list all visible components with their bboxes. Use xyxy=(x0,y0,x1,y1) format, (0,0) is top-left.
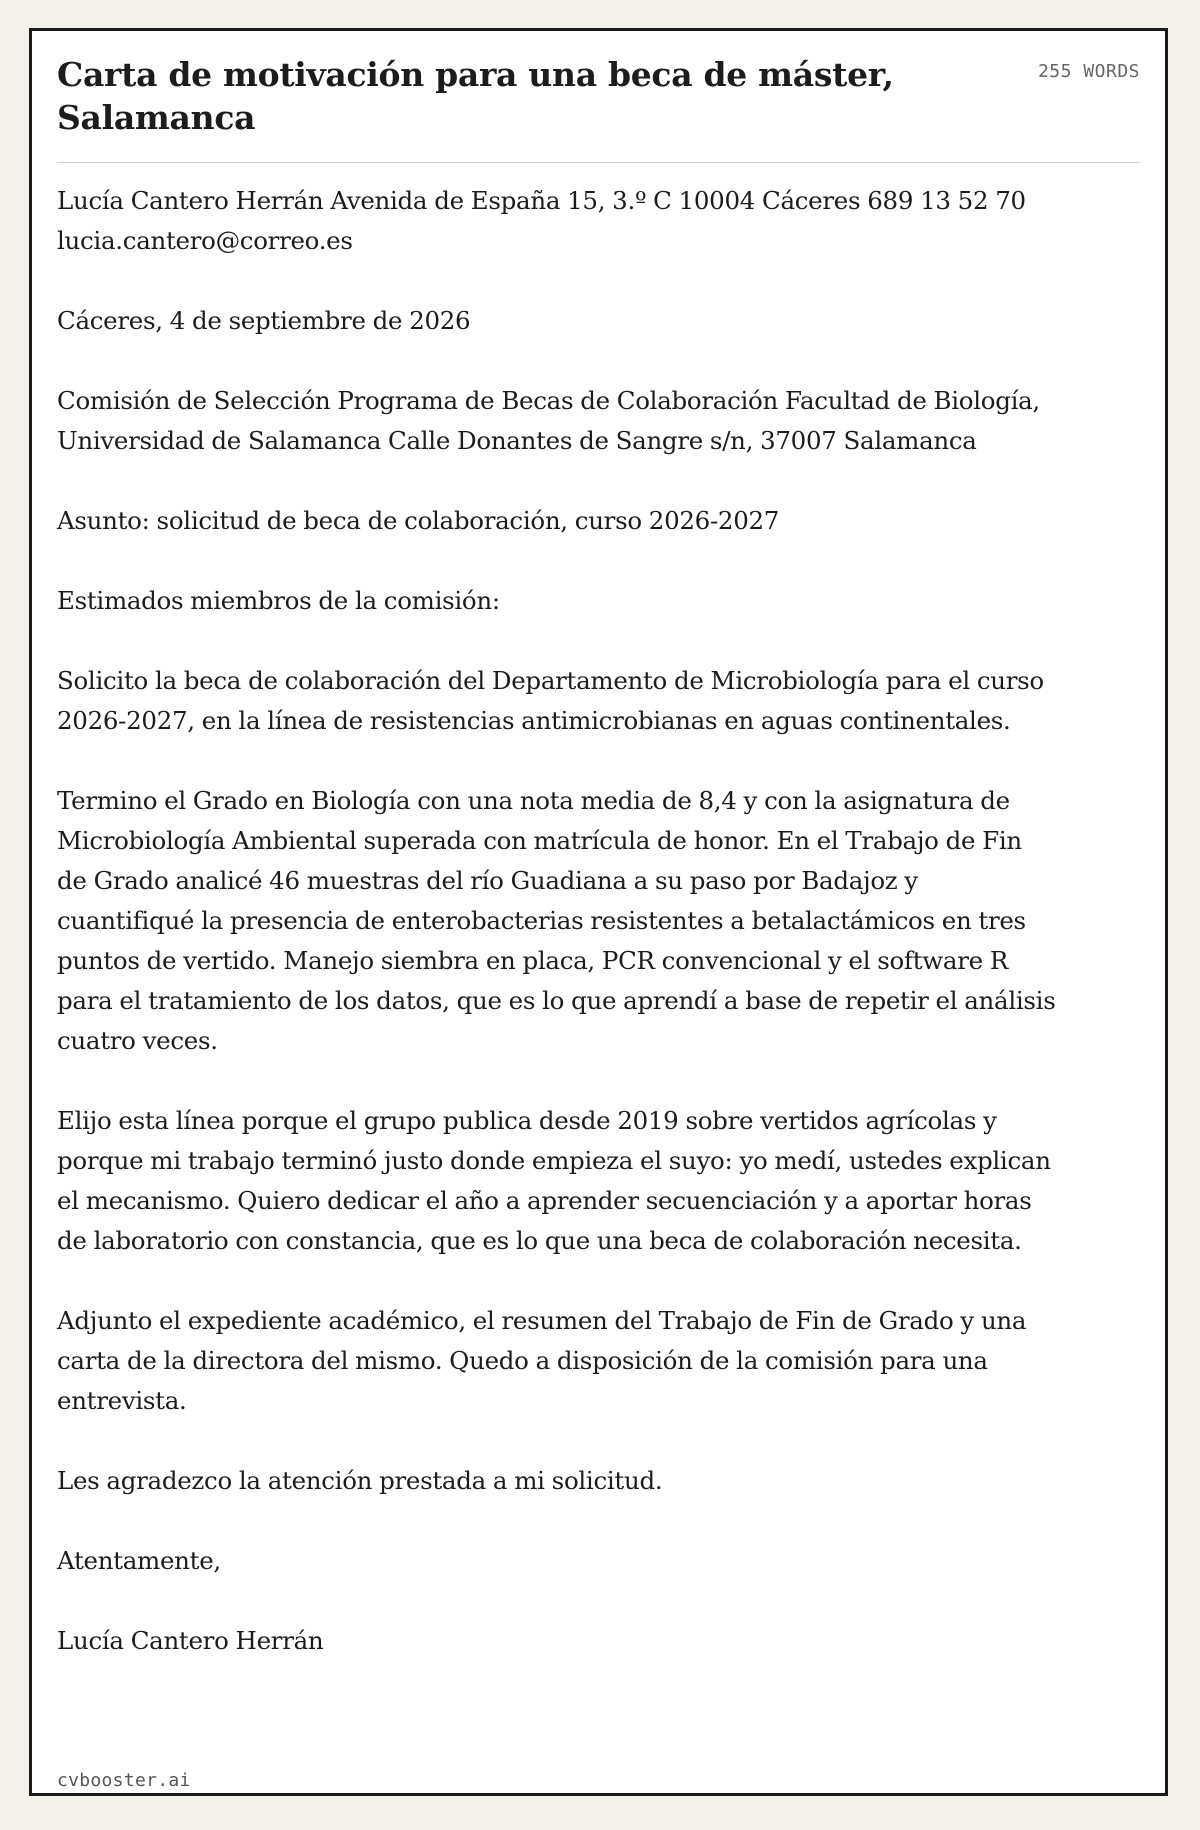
letter-salutation: Estimados miembros de la comisión: xyxy=(57,586,500,615)
body-paragraph: Elijo esta línea porque el grupo publica desde 2019 sobre vertidos agrícolas y porque mi trabajo terminó justo donde empieza el suyo: yo medí, ustedes explican el mecanismo. Quiero dedicar el año a aprender secuenciación y a aportar horas de laboratorio con constancia, que es lo que una beca de colaboración necesita. xyxy=(57,1106,1051,1255)
word-count-number: 255 xyxy=(1037,61,1072,82)
word-count-unit: WORDS xyxy=(1083,61,1140,82)
letter-closing: Atentamente, xyxy=(57,1546,221,1575)
letter-signature: Lucía Cantero Herrán xyxy=(57,1626,324,1655)
body-paragraph: Les agradezco la atención prestada a mi solicitud. xyxy=(57,1466,663,1495)
body-paragraph: Adjunto el expediente académico, el resumen del Trabajo de Fin de Grado y una carta de la directora del mismo. Quedo a disposición de la comisión para una entrevista. xyxy=(57,1306,1027,1415)
letter-card xyxy=(29,28,1168,1796)
document-title: Carta de motivación para una beca de máster, Salamanca xyxy=(57,55,894,137)
word-count-badge xyxy=(1038,61,1140,82)
letter-body xyxy=(57,163,1057,1661)
letter-date: Cáceres, 4 de septiembre de 2026 xyxy=(57,306,471,335)
recipient-block: Comisión de Selección Programa de Becas de Colaboración Facultad de Biología, Universidad de Salamanca Calle Donantes de Sangre s/n, 37007 Salamanca xyxy=(57,386,1040,455)
brand-watermark: cvbooster.ai xyxy=(57,1770,191,1791)
document-header xyxy=(57,31,1140,163)
letter-subject: Asunto: solicitud de beca de colaboración, curso 2026-2027 xyxy=(57,506,780,535)
sender-block: Lucía Cantero Herrán Avenida de España 15, 3.º C 10004 Cáceres 689 13 52 70 lucia.cantero@correo.es xyxy=(57,186,1026,255)
body-paragraph: Solicito la beca de colaboración del Departamento de Microbiología para el curso 2026-2027, en la línea de resistencias antimicrobianas en aguas continentales. xyxy=(57,666,1044,735)
body-paragraph: Termino el Grado en Biología con una nota media de 8,4 y con la asignatura de Microbiología Ambiental superada con matrícula de honor. En el Trabajo de Fin de Grado analicé 46 muestras del río Guadiana a su paso por Badajoz y cuantifiqué la presencia de enterobacterias resistentes a betalactámicos en tres puntos de vertido. Manejo siembra en placa, PCR convencional y el software R para el tratamiento de los datos, que es lo que aprendí a base de repetir el análisis cuatro veces. xyxy=(57,786,1056,1055)
